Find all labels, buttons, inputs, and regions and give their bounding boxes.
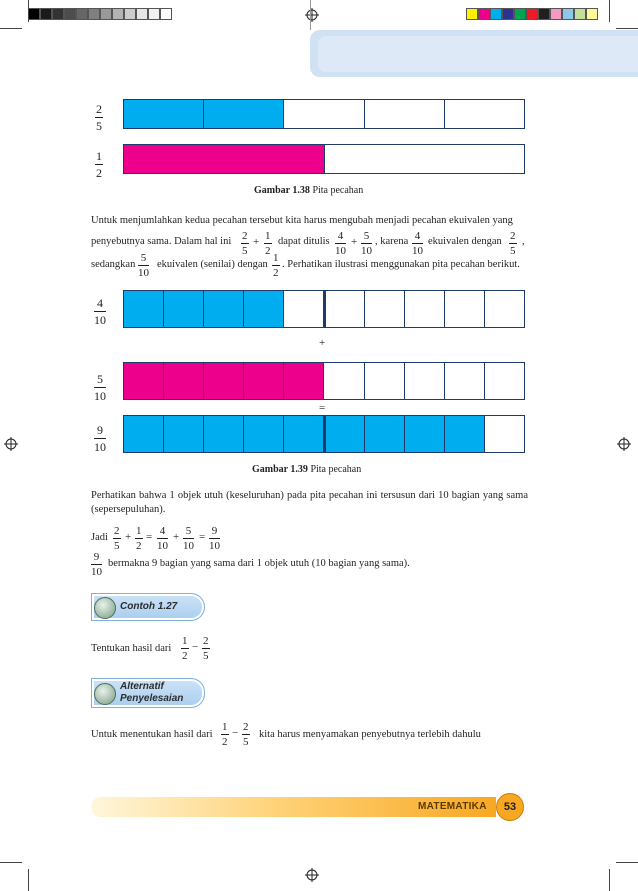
solution-text: kita harus menyamakan penyebutnya terlebih dahulu: [259, 729, 481, 740]
strip-cell-filled: [284, 416, 326, 452]
strip-cell-filled: [124, 100, 204, 128]
fraction-1-2: 1 2: [222, 721, 228, 748]
meaning-text: bermakna 9 bagian yang sama dari 1 objek utuh (10 bagian yang sama).: [108, 558, 410, 569]
strip-cell-filled: [164, 363, 204, 399]
solution-label-line1: Alternatif: [120, 681, 164, 692]
example-badge: [91, 593, 205, 621]
strip-cell-filled: [164, 416, 204, 452]
registration-target-icon: [4, 437, 18, 451]
paragraph-text: ekuivalen dengan: [428, 236, 502, 247]
strip-cell-empty: [445, 100, 524, 128]
paragraph-text: . Perhatikan ilustrasi menggunakan pita pecahan berikut.: [282, 259, 520, 270]
fraction-5-10: 5 10: [361, 230, 372, 257]
strip-cell-empty: [485, 291, 524, 327]
strip-cell-filled: [445, 416, 485, 452]
strip-cell-filled: [244, 416, 284, 452]
plus-sign: +: [253, 236, 260, 248]
footer-subject: MATEMATIKA: [418, 801, 487, 812]
fraction-4-10: 4 10: [412, 230, 423, 257]
strip-cell-filled: [204, 363, 244, 399]
fraction-1-2: 1 2: [273, 252, 279, 279]
fraction-strip-2-5: [123, 99, 525, 129]
fraction-strip-9-10: [123, 415, 525, 453]
fraction-label-9-10: 9 10: [94, 423, 106, 454]
strip-cell-empty: [324, 363, 364, 399]
fraction-strip-1-2: [123, 144, 525, 174]
paragraph-text: sedangkan: [91, 259, 136, 270]
fraction-9-10: 9 10: [209, 525, 220, 552]
strip-cell-filled: [164, 291, 204, 327]
header-band-inner: [318, 36, 638, 72]
fraction-label-2-5: 2 5: [96, 102, 102, 133]
strip-cell-empty: [405, 363, 445, 399]
strip-cell-filled: [365, 416, 405, 452]
page-number: 53: [496, 793, 524, 821]
strip-cell-filled: [204, 291, 244, 327]
question-text: Tentukan hasil dari: [91, 643, 172, 654]
plus-sign: +: [351, 236, 358, 248]
strip-cell-filled: [284, 363, 324, 399]
plus-sign: +: [173, 531, 180, 543]
fraction-2-5: 2 5: [114, 525, 120, 552]
strip-cell-empty: [405, 291, 445, 327]
strip-cell-empty: [365, 100, 445, 128]
plus-sign: +: [319, 337, 326, 349]
registration-target-icon: [305, 8, 319, 22]
figure-caption-1-39: Gambar 1.39 Pita pecahan: [252, 464, 362, 475]
strip-cell-filled: [326, 416, 366, 452]
paragraph-text: , karena: [375, 236, 409, 247]
strip-cell-empty: [365, 291, 405, 327]
strip-cell-filled: [124, 363, 164, 399]
fraction-5-10: 5 10: [183, 525, 194, 552]
strip-cell-empty: [365, 363, 405, 399]
solution-icon: [94, 683, 116, 705]
header-guide-line: [310, 0, 311, 30]
fraction-1-2: 1 2: [136, 525, 142, 552]
equals-sign: =: [146, 531, 153, 543]
strip-cell-filled: [204, 416, 244, 452]
comma: ,: [522, 236, 525, 247]
strip-cell-empty: [445, 363, 485, 399]
fraction-9-10: 9 10: [91, 551, 102, 578]
fraction-5-10: 5 10: [138, 252, 149, 279]
figure-caption-1-38: Gambar 1.38 Pita pecahan: [254, 185, 364, 196]
strip-cell-filled: [244, 291, 284, 327]
solution-text: Untuk menentukan hasil dari: [91, 729, 213, 740]
jadi-label: Jadi: [91, 532, 108, 543]
fraction-1-2: 1 2: [182, 635, 188, 662]
fraction-label-1-2: 1 2: [96, 149, 102, 180]
registration-target-icon: [617, 437, 631, 451]
fraction-strip-5-10: [123, 362, 525, 400]
fraction-1-2: 1 2: [265, 230, 271, 257]
strip-cell-empty: [284, 100, 364, 128]
fraction-2-5: 2 5: [243, 721, 249, 748]
example-label: Contoh 1.27: [120, 601, 178, 612]
solution-label-line2: Penyelesaian: [120, 693, 184, 704]
strip-cell-filled: [124, 416, 164, 452]
strip-cell-empty: [326, 291, 366, 327]
fraction-4-10: 4 10: [157, 525, 168, 552]
fraction-label-4-10: 4 10: [94, 296, 106, 327]
strip-cell-empty: [445, 291, 485, 327]
paragraph-line: Untuk menjumlahkan kedua pecahan tersebut kita harus mengubah menjadi pecahan ekuivalen yang: [91, 215, 513, 226]
strip-cell-filled: [124, 291, 164, 327]
equals-sign: =: [199, 531, 206, 543]
solution-badge: [91, 678, 205, 708]
minus-sign: −: [232, 727, 239, 739]
fraction-2-5: 2 5: [510, 230, 516, 257]
equals-sign: =: [319, 402, 326, 414]
fraction-strip-4-10: [123, 290, 525, 328]
registration-target-icon: [305, 868, 319, 882]
fraction-4-10: 4 10: [335, 230, 346, 257]
strip-cell-filled: [124, 145, 325, 173]
strip-cell-empty: [485, 363, 524, 399]
paragraph-text: penyebutnya sama. Dalam hal ini: [91, 236, 232, 247]
fraction-2-5: 2 5: [203, 635, 209, 662]
strip-cell-filled: [244, 363, 284, 399]
example-icon: [94, 597, 116, 619]
paragraph-2: Perhatikan bahwa 1 objek utuh (keseluruhan) pada pita pecahan ini tersusun dari 10 bagian yang sama (sepersepuluhan).: [91, 490, 528, 515]
fraction-label-5-10: 5 10: [94, 372, 106, 403]
strip-cell-empty: [485, 416, 524, 452]
fraction-2-5: 2 5: [242, 230, 248, 257]
strip-cell-empty: [325, 145, 525, 173]
paragraph-text: dapat ditulis: [278, 236, 330, 247]
minus-sign: −: [192, 641, 199, 653]
strip-cell-empty: [284, 291, 326, 327]
plus-sign: +: [125, 531, 132, 543]
paragraph-text: ekuivalen (senilai) dengan: [157, 259, 268, 270]
strip-cell-filled: [405, 416, 445, 452]
strip-cell-filled: [204, 100, 284, 128]
